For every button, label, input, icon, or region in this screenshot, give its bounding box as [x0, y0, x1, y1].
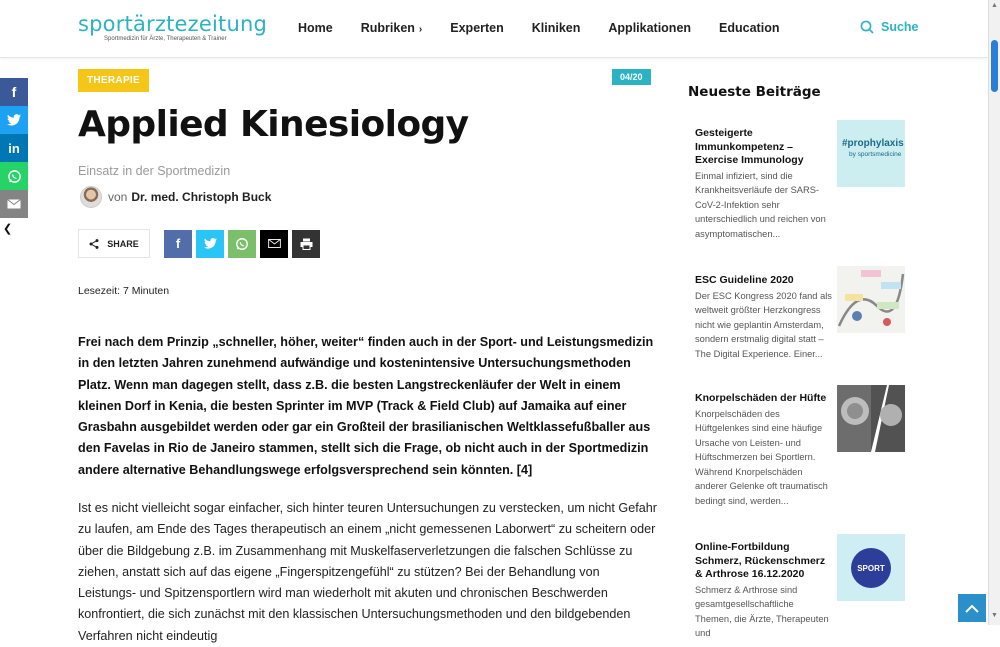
- article-share-row: [78, 229, 324, 258]
- twitter-share-button[interactable]: [0, 106, 28, 134]
- hide-share-bar-icon[interactable]: ❮: [3, 223, 13, 235]
- post-title[interactable]: Knorpelschäden der Hüfte: [695, 392, 827, 404]
- nav-rubriken-label: Rubriken: [360, 21, 415, 35]
- post-excerpt: Knorpelschäden des Hüftgelenkes sind eine häufige Ursache von Leisten- und Hüftschmerzen bei Sportlern. Während Knorpelschäden anderer Gelenke oft traumatisch bedingt sind, werden...: [695, 408, 828, 507]
- twitter-icon: [204, 238, 217, 249]
- email-icon: [7, 199, 21, 209]
- sidebar-post[interactable]: [695, 541, 907, 641]
- sidebar-post[interactable]: [695, 127, 907, 241]
- author-avatar[interactable]: [80, 186, 102, 208]
- post-thumbnail[interactable]: [837, 266, 905, 333]
- post-excerpt: Der ESC Kongress 2020 fand als weltweit größter Herzkongress nicht wie geplantin Amsterdam, sondern erstmalig digital statt – The Digital Experience. Einer...: [695, 290, 832, 359]
- nav-rubriken[interactable]: [361, 21, 423, 35]
- whatsapp-icon: [235, 237, 249, 251]
- sidebar-post[interactable]: [695, 274, 907, 361]
- article-subtitle: Einsatz in der Sportmedizin: [78, 164, 231, 178]
- share-label: SHARE: [107, 238, 139, 249]
- post-title[interactable]: Online-Fortbildung Schmerz, Rückenschmerz & Arthrose 16.12.2020: [695, 541, 826, 580]
- sidebar-heading: Neueste Beiträge: [688, 84, 821, 100]
- issue-badge: 04/20: [612, 69, 651, 85]
- nav-applikationen[interactable]: Applikationen: [608, 21, 692, 35]
- print-button[interactable]: [292, 230, 320, 258]
- author-prefix: von: [108, 190, 128, 204]
- chevron-up-icon: [965, 604, 979, 613]
- facebook-icon: f: [11, 84, 17, 100]
- page-scrollbar[interactable]: [988, 0, 1000, 625]
- post-excerpt: Schmerz & Arthrose sind gesamtgesellschaftliche Themen, die Ärzte, Therapeuten und: [695, 584, 829, 639]
- nav-experten[interactable]: Experten: [450, 21, 504, 35]
- email-icon: [268, 239, 281, 248]
- facebook-button[interactable]: [164, 230, 192, 258]
- post-thumbnail[interactable]: [837, 385, 905, 452]
- print-icon: [300, 238, 313, 250]
- back-to-top-button[interactable]: [958, 594, 986, 622]
- nav-kliniken[interactable]: Kliniken: [531, 21, 581, 35]
- floating-share-bar: [0, 78, 28, 218]
- post-excerpt: Einmal infiziert, sind die Krankheitsverläufe der SARS-CoV-2-Infektion sehr unterschiedlich und reichen von asymptomatischen...: [695, 170, 826, 239]
- sidebar-post[interactable]: [695, 392, 907, 509]
- linkedin-icon: in: [8, 140, 20, 156]
- twitter-icon: [7, 114, 21, 126]
- read-time: Lesezeit: 7 Minuten: [78, 285, 170, 297]
- site-logo[interactable]: [78, 13, 267, 42]
- facebook-icon: f: [175, 236, 181, 251]
- site-header: [0, 0, 988, 58]
- search-icon: [860, 20, 874, 34]
- share-toggle-button[interactable]: [78, 229, 150, 258]
- share-icon: [89, 239, 99, 249]
- scroll-down-arrow-icon[interactable]: ▼: [991, 612, 998, 619]
- logo-tagline: Sportmedizin für Ärzte, Therapeuten & Trainer: [104, 36, 227, 42]
- author-name[interactable]: Dr. med. Christoph Buck: [131, 190, 272, 204]
- article-body: Ist es nicht vielleicht sogar einfacher, sich hinter teuren Untersuchungen zu verstecken, um nicht Gefahr zu laufen, am Ende des Tages therapeutisch an einem „nicht gemessenen Laborwert“ zu scheitern oder über die Bildgebung z.B. im Zusammenhang mit Muskelfaserverletzungen die falschen Schlüsse zu ziehen, anstatt sich auf das eigene „Fingerspitzengefühl“ zu stützen? Bei der Behandlung von Leistungs- und Spitzensportlern wird man wiederholt mit akuten und chronischen Beschwerden konfrontiert, die sich zunächst mit den klassischen Untersuchungsmethoden und den bildgebenden Verfahren nicht eindeutig: [78, 501, 657, 643]
- whatsapp-button[interactable]: [228, 230, 256, 258]
- main-nav: [298, 21, 807, 35]
- chevron-right-icon: ›: [418, 24, 423, 35]
- nav-education[interactable]: Education: [719, 21, 780, 35]
- author-line: [80, 186, 271, 208]
- xray-image: [837, 385, 905, 452]
- logo-text: sportärztezeitung: [78, 12, 268, 36]
- nav-home[interactable]: Home: [298, 21, 333, 35]
- category-badge[interactable]: THERAPIE: [78, 69, 149, 92]
- post-thumbnail[interactable]: [837, 120, 905, 187]
- search-label: Suche: [881, 20, 919, 34]
- post-thumbnail[interactable]: [837, 534, 905, 601]
- thumbnail-subtitle: by sportsmedicine: [849, 151, 902, 158]
- linkedin-share-button[interactable]: [0, 134, 28, 162]
- infographic-illustration: [837, 266, 905, 333]
- article-title: Applied Kinesiology: [78, 104, 469, 145]
- scrollbar-thumb[interactable]: [991, 40, 998, 92]
- article-lead: Frei nach dem Prinzip „schneller, höher, weiter“ finden auch in der Sport- und Leistungsmedizin in den letzten Jahren zunehmend aufwändige und kostenintensive Untersuchungsmethoden Platz. Wenn man dagegen stellt, dass z.B. die besten Langstreckenläufer der Welt in einem kleinen Dorf in Kenia, die besten Sprinter im MVP (Track & Field Club) auf Jamaika auf einer Grasbahn ausgebildet werden oder gar ein Großteil der brasilianischen Weltklassefußballer aus den Favelas in Rio de Janeiro stammen, stellt sich die Frage, ob nicht auch in der Sportmedizin andere alternative Behandlungswege erfolgsversprechend sein könnten. [4]: [78, 335, 654, 477]
- facebook-share-button[interactable]: [0, 78, 28, 106]
- email-button[interactable]: [260, 230, 288, 258]
- thumbnail-title: #prophylaxis: [842, 138, 904, 149]
- email-share-button[interactable]: [0, 190, 28, 218]
- sport-logo-text: SPORT: [857, 563, 885, 573]
- search-button[interactable]: [860, 20, 919, 34]
- scroll-up-arrow-icon[interactable]: ▲: [991, 2, 998, 9]
- twitter-button[interactable]: [196, 230, 224, 258]
- post-title[interactable]: Gesteigerte Immunkompetenz – Exercise Immunology: [695, 127, 804, 166]
- post-title[interactable]: ESC Guideline 2020: [695, 274, 794, 286]
- whatsapp-share-button[interactable]: [0, 162, 28, 190]
- sport-logo: [851, 548, 891, 588]
- whatsapp-icon: [7, 169, 22, 184]
